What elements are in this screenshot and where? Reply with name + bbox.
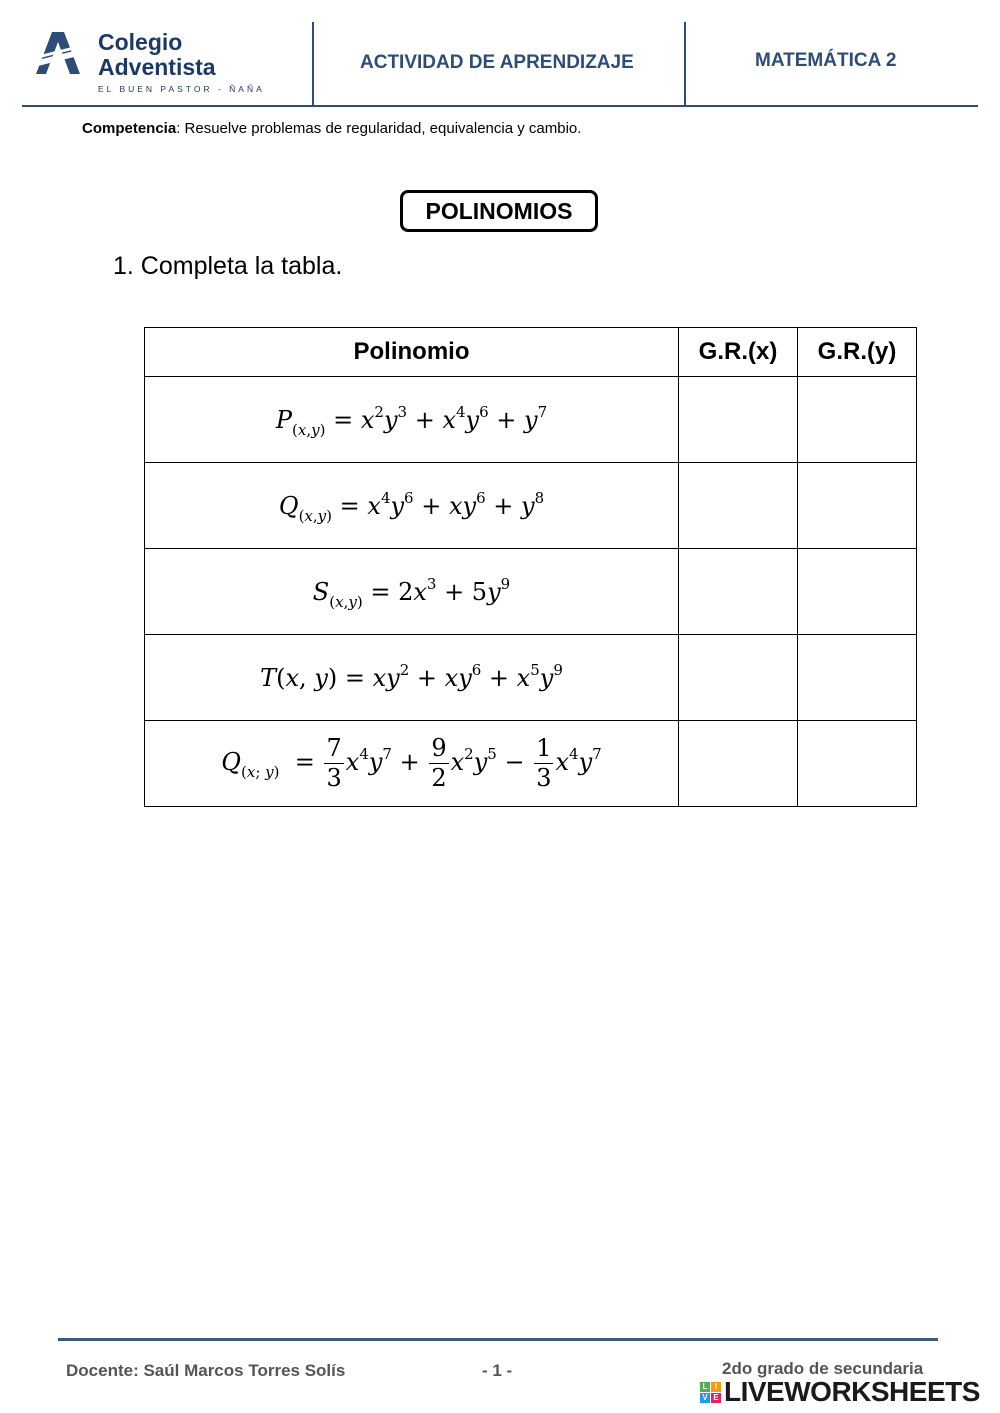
liveworksheets-icon: L I V E	[700, 1382, 721, 1403]
gr-y-answer-cell[interactable]	[798, 463, 917, 549]
polynomial-table	[144, 327, 917, 807]
gr-x-answer-cell[interactable]	[679, 377, 798, 463]
polynomial-formula: T(x, $y) = xy^2 + xy^6 + x^5y^9$	[260, 660, 563, 692]
gr-y-answer-cell[interactable]	[798, 377, 917, 463]
gr-x-answer-cell[interactable]	[679, 463, 798, 549]
school-name-line2: Adventista	[98, 54, 216, 80]
table-row	[145, 635, 917, 721]
page-number: - 1 -	[482, 1361, 513, 1380]
table-header-row	[145, 328, 917, 377]
gr-x-answer-cell[interactable]	[679, 635, 798, 721]
polynomial-formula: $Q_{(x,y)} = x^4y^6 + xy^6 + y^8$	[278, 488, 545, 525]
gr-x-answer-cell[interactable]	[679, 549, 798, 635]
subject-title: MATEMÁTICA 2	[755, 50, 897, 71]
gr-y-answer-cell[interactable]	[798, 721, 917, 807]
header-divider	[684, 22, 686, 106]
grade-label: 2do grado de secundaria	[722, 1359, 924, 1378]
polynomial-cell	[145, 377, 679, 463]
gr-x-answer-cell[interactable]	[679, 721, 798, 807]
polynomial-cell	[145, 549, 679, 635]
table-row	[145, 721, 917, 807]
header-rule	[22, 105, 978, 107]
polynomial-cell	[145, 721, 679, 807]
competencia-line	[82, 120, 581, 137]
liveworksheets-wordmark: LIVEWORKSHEETS	[724, 1376, 980, 1407]
footer-rule	[58, 1338, 938, 1341]
header-divider	[312, 22, 314, 106]
polynomial-formula: $P_{(x,y)} = x^2y^3 + x^4y^6 + y^7$	[275, 402, 548, 439]
school-logo-icon	[34, 30, 82, 76]
school-name-line1: Colegio	[98, 29, 183, 55]
polynomial-cell	[145, 635, 679, 721]
header-gr-y: G.R.(y)	[798, 328, 917, 377]
header-polinomio: Polinomio	[145, 328, 679, 377]
school-tagline: EL BUEN PASTOR - ÑAÑA	[98, 84, 265, 94]
gr-y-answer-cell[interactable]	[798, 549, 917, 635]
competencia-label: Competencia	[82, 120, 177, 137]
gr-y-answer-cell[interactable]	[798, 635, 917, 721]
table-row	[145, 549, 917, 635]
page-title: POLINOMIOS	[400, 190, 598, 232]
polynomial-cell	[145, 463, 679, 549]
table-row	[145, 463, 917, 549]
instruction: 1. Completa la tabla.	[113, 252, 343, 280]
teacher-name: Docente: Saúl Marcos Torres Solís	[66, 1361, 346, 1380]
table-row	[145, 377, 917, 463]
liveworksheets-logo	[700, 1376, 980, 1408]
competencia-text: : Resuelve problemas de regularidad, equivalencia y cambio.	[176, 120, 582, 137]
polynomial-formula: $S_{(x,y)} = 2x^3 + 5y^9$	[312, 574, 511, 611]
activity-title: ACTIVIDAD DE APRENDIZAJE	[360, 52, 634, 73]
header-gr-x: G.R.(x)	[679, 328, 798, 377]
polynomial-formula: $Q_{(x; y)}$ = $\frac{7}{3}$ $x^4y^7$ + $\frac{9}{2}$ $x^2y^5$ − $\frac{1}{3}$ $x^4y^7$	[221, 733, 602, 792]
